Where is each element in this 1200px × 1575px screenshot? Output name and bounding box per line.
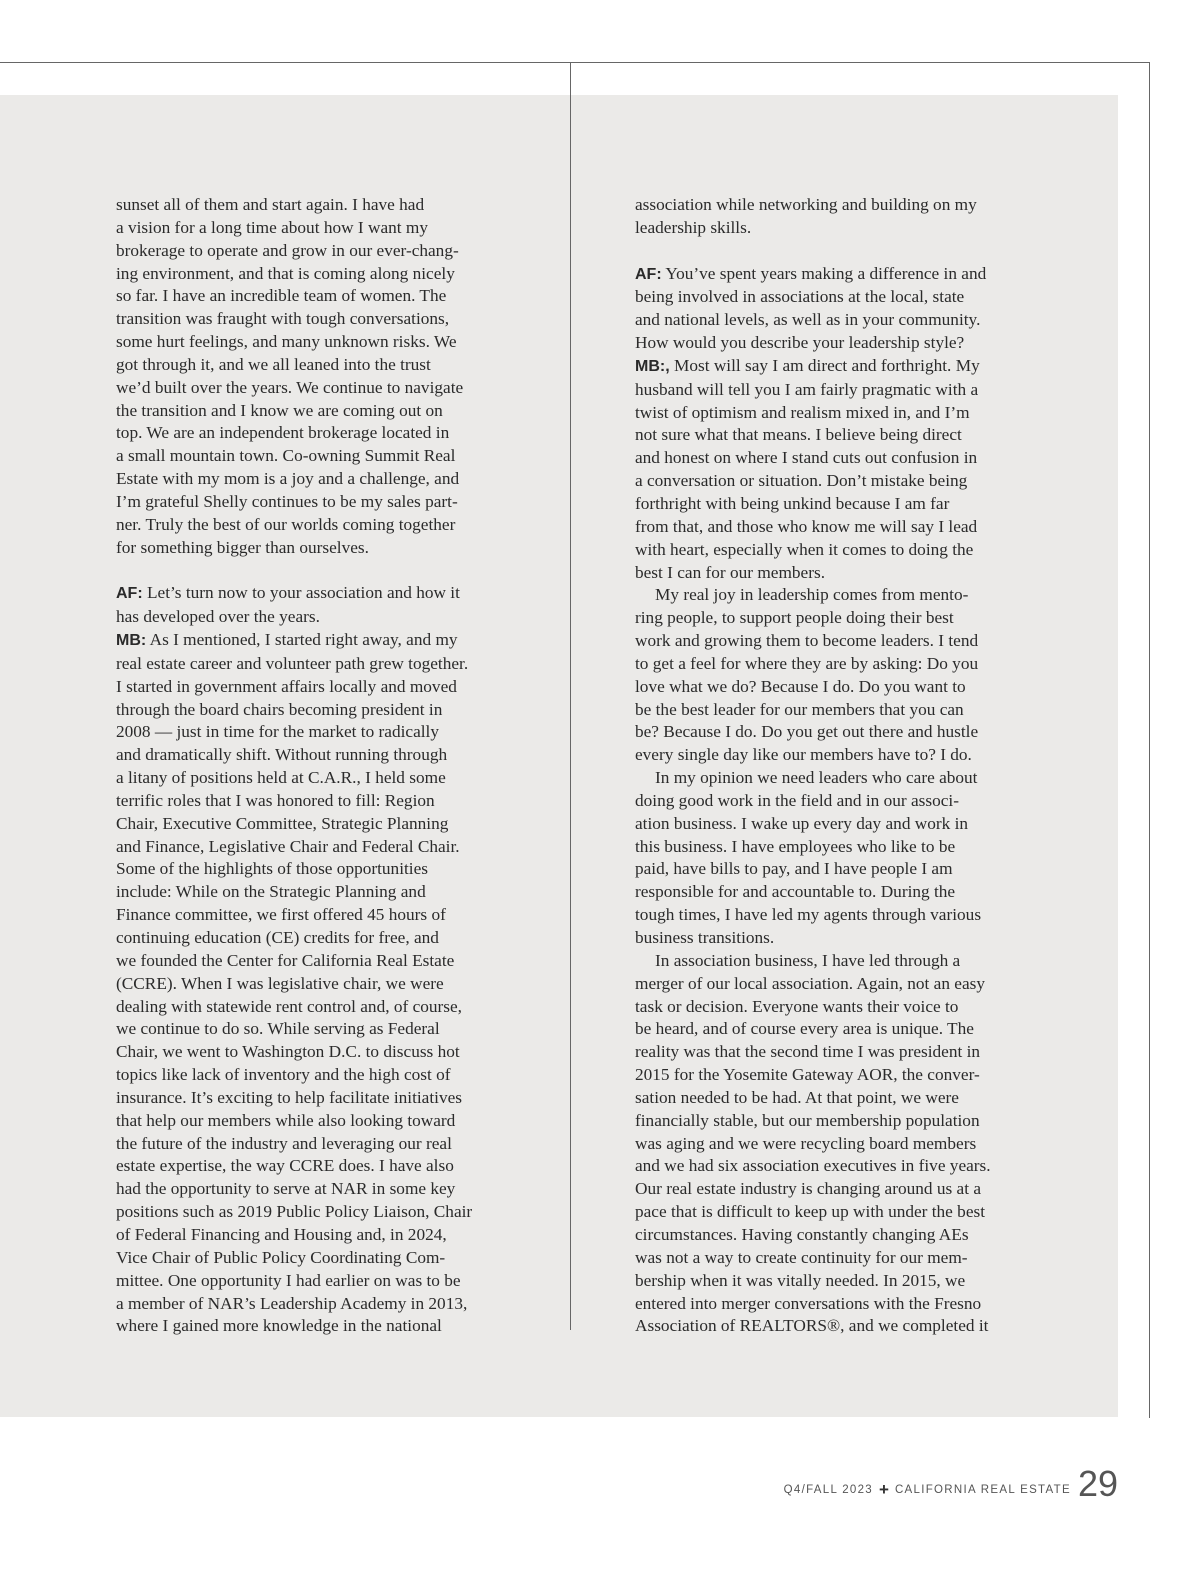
line-text: a vision for a long time about how I want my: [116, 217, 428, 237]
text-line: [635, 904, 1015, 927]
line-text: task or decision. Everyone wants their voice to: [635, 996, 959, 1016]
line-text: a member of NAR’s Leadership Academy in 2013,: [116, 1293, 468, 1313]
line-text: to get a feel for where they are by asking: Do you: [635, 653, 979, 673]
text-line: [635, 584, 1015, 607]
text-line: [116, 973, 498, 996]
line-text: and dramatically shift. Without running through: [116, 745, 448, 765]
line-text: mittee. One opportunity I had earlier on was to be: [116, 1270, 461, 1290]
text-line: [635, 263, 1015, 287]
text-line: [116, 240, 498, 263]
text-line: [635, 1064, 1015, 1087]
text-line: [116, 904, 498, 927]
text-line: [116, 653, 498, 676]
line-text: pace that is difficult to keep up with under the best: [635, 1202, 986, 1222]
text-line: [116, 377, 498, 400]
line-text: terrific roles that I was honored to fill: Region: [116, 790, 435, 810]
line-text: 2015 for the Yosemite Gateway AOR, the conver-: [635, 1065, 980, 1085]
line-text: insurance. It’s exciting to help facilitate initiatives: [116, 1087, 462, 1107]
line-text: continuing education (CE) credits for free, and: [116, 928, 439, 947]
line-text: where I gained more knowledge in the national: [116, 1316, 442, 1336]
line-text: ner. Truly the best of our worlds coming together: [116, 514, 456, 534]
text-line: [116, 445, 498, 468]
line-text: circumstances. Having constantly changing AEs: [635, 1224, 969, 1244]
text-line: [635, 1270, 1015, 1293]
text-line: [635, 516, 1015, 539]
text-line: [116, 881, 498, 904]
footer-issue: Q4/FALL 2023: [783, 1484, 873, 1496]
line-text: a conversation or situation. Don’t mistake being: [635, 471, 968, 491]
speaker-label: MB:,: [635, 357, 670, 375]
line-text: every single day like our members have to? I do.: [635, 745, 972, 765]
line-text: Chair, Executive Committee, Strategic Planning: [116, 813, 449, 833]
line-text: include: While on the Strategic Planning and: [116, 882, 426, 902]
text-line: [116, 1270, 498, 1293]
text-line: [635, 379, 1015, 402]
text-line: [116, 194, 498, 217]
text-line: [635, 973, 1015, 996]
line-text: My real joy in leadership comes from mento-: [655, 585, 969, 605]
line-text: work and growing them to become leaders. I tend: [635, 631, 979, 651]
top-rule: [0, 62, 1150, 63]
text-line: [116, 560, 498, 583]
text-line: [635, 1018, 1015, 1041]
line-text: has developed over the years.: [116, 607, 320, 627]
line-text: merger of our local association. Again, not an easy: [635, 973, 986, 993]
text-line: [635, 470, 1015, 493]
text-line: [116, 537, 498, 560]
line-text: In my opinion we need leaders who care about: [655, 768, 978, 788]
line-text: some hurt feelings, and many unknown risks. We: [116, 332, 457, 352]
text-line: [116, 1110, 498, 1133]
line-text: paid, have bills to pay, and I have people I am: [635, 859, 953, 879]
line-text: that help our members while also looking toward: [116, 1110, 456, 1130]
text-line: [635, 767, 1015, 790]
line-text: Association of REALTORS®, and we completed it: [635, 1316, 989, 1336]
text-line: [635, 1133, 1015, 1156]
right-column: [635, 194, 1015, 1344]
line-text: Our real estate industry is changing around us at a: [635, 1179, 982, 1199]
text-line: [635, 1247, 1015, 1270]
line-text: best I can for our members.: [635, 562, 826, 582]
line-text: so far. I have an incredible team of women. The: [116, 286, 447, 306]
text-line: [116, 790, 498, 813]
line-text: and Finance, Legislative Chair and Federal Chair.: [116, 836, 460, 856]
line-text: 2008 — just in time for the market to radically: [116, 722, 439, 742]
text-line: [116, 1293, 498, 1316]
line-text: ation business. I wake up every day and work in: [635, 813, 969, 833]
line-text: In association business, I have led through a: [655, 950, 961, 970]
text-line: [635, 881, 1015, 904]
line-text: we’d built over the years. We continue to navigate: [116, 377, 464, 397]
text-line: [116, 836, 498, 859]
line-text: association while networking and building on my: [635, 195, 977, 214]
text-line: [116, 858, 498, 881]
text-line: [635, 539, 1015, 562]
text-line: [116, 744, 498, 767]
line-text: and honest on where I stand cuts out confusion in: [635, 448, 978, 468]
line-text: we continue to do so. While serving as Federal: [116, 1019, 440, 1039]
line-text: financially stable, but our membership population: [635, 1110, 980, 1130]
text-line: [635, 1201, 1015, 1224]
text-line: [116, 699, 498, 722]
line-text: of Federal Financing and Housing and, in 2024,: [116, 1224, 447, 1244]
text-line: [635, 721, 1015, 744]
text-line: [635, 813, 1015, 836]
text-line: [635, 927, 1015, 950]
line-text: be the best leader for our members that you can: [635, 699, 964, 719]
text-line: [116, 217, 498, 240]
line-text: bership when it was vitally needed. In 2015, we: [635, 1270, 966, 1290]
column-divider: [570, 62, 571, 1330]
text-line: [635, 286, 1015, 309]
line-text: Chair, we went to Washington D.C. to discuss hot: [116, 1042, 460, 1062]
line-text: Let’s turn now to your association and how it: [142, 583, 460, 603]
text-line: [635, 950, 1015, 973]
line-text: topics like lack of inventory and the high cost of: [116, 1065, 451, 1085]
text-line: [116, 1155, 498, 1178]
line-text: be? Because I do. Do you get out there and hustle: [635, 722, 979, 742]
text-line: [116, 285, 498, 308]
text-line: [635, 447, 1015, 470]
text-line: [116, 1087, 498, 1110]
line-text: for something bigger than ourselves.: [116, 537, 369, 557]
text-line: [116, 1247, 498, 1270]
text-line: [116, 491, 498, 514]
line-text: Vice Chair of Public Policy Coordinating Com-: [116, 1247, 446, 1267]
line-text: husband will tell you I am fairly pragmatic with a: [635, 379, 979, 399]
text-line: [116, 1018, 498, 1041]
line-text: and national levels, as well as in your community.: [635, 310, 981, 330]
line-text: was aging and we were recycling board members: [635, 1133, 977, 1153]
text-line: [635, 424, 1015, 447]
line-text: was not a way to create continuity for our mem-: [635, 1247, 968, 1267]
text-line: [635, 332, 1015, 355]
text-line: [116, 331, 498, 354]
text-line: [635, 1041, 1015, 1064]
line-text: the future of the industry and leveraging our real: [116, 1133, 452, 1153]
left-column: [116, 194, 498, 1344]
line-text: I’m grateful Shelly continues to be my sales part-: [116, 491, 458, 511]
line-text: had the opportunity to serve at NAR in some key: [116, 1179, 456, 1199]
line-text: love what we do? Because I do. Do you want to: [635, 676, 966, 696]
footer-publication: CALIFORNIA REAL ESTATE: [894, 1484, 1071, 1496]
text-line: [635, 836, 1015, 859]
text-line: [635, 1224, 1015, 1247]
text-line: [116, 308, 498, 331]
line-text: transition was fraught with tough conversations,: [116, 309, 450, 329]
text-line: [635, 562, 1015, 585]
line-text: sunset all of them and start again. I have had: [116, 195, 425, 214]
line-text: Most will say I am direct and forthright. My: [669, 355, 980, 375]
line-text: reality was that the second time I was president in: [635, 1042, 981, 1062]
text-line: [116, 996, 498, 1019]
text-line: [635, 607, 1015, 630]
line-text: (CCRE). When I was legislative chair, we were: [116, 973, 444, 993]
text-line: [635, 630, 1015, 653]
line-text: this business. I have employees who like to be: [635, 836, 956, 856]
speaker-label: AF:: [116, 585, 143, 603]
text-line: [116, 721, 498, 744]
line-text: As I mentioned, I started right away, and my: [146, 630, 458, 650]
line-text: through the board chairs becoming president in: [116, 699, 443, 719]
text-line: [635, 309, 1015, 332]
text-line: [635, 355, 1015, 379]
line-text: ing environment, and that is coming along nicely: [116, 263, 455, 283]
line-text: brokerage to operate and grow in our ever-chang-: [116, 240, 459, 260]
text-line: [116, 767, 498, 790]
text-line: [635, 1315, 1015, 1338]
text-line: [635, 240, 1015, 263]
text-line: [635, 1110, 1015, 1133]
text-line: [116, 1224, 498, 1247]
line-text: twist of optimism and realism mixed in, and I’m: [635, 402, 970, 422]
line-text: top. We are an independent brokerage located in: [116, 423, 450, 443]
line-text: forthright with being unkind because I am far: [635, 493, 950, 513]
speaker-label: AF:: [635, 265, 662, 283]
text-line: [635, 1155, 1015, 1178]
line-text: ring people, to support people doing their best: [635, 608, 954, 628]
text-line: [116, 1178, 498, 1201]
text-line: [635, 1178, 1015, 1201]
text-line: [635, 653, 1015, 676]
line-text: being involved in associations at the local, state: [635, 287, 965, 307]
line-text: doing good work in the field and in our associ-: [635, 790, 959, 810]
speaker-label: MB:: [116, 632, 147, 650]
text-line: [635, 402, 1015, 425]
text-line: [116, 629, 498, 653]
text-line: [116, 514, 498, 537]
text-line: [116, 950, 498, 973]
text-line: [635, 744, 1015, 767]
line-text: Estate with my mom is a joy and a challenge, and: [116, 469, 460, 489]
line-text: not sure what that means. I believe being direct: [635, 425, 962, 445]
text-line: [116, 400, 498, 423]
text-line: [635, 699, 1015, 722]
text-line: [635, 996, 1015, 1019]
text-line: [635, 676, 1015, 699]
text-line: [116, 354, 498, 377]
text-line: [116, 263, 498, 286]
line-text: tough times, I have led my agents through various: [635, 905, 982, 925]
line-text: with heart, especially when it comes to doing the: [635, 539, 974, 559]
text-line: [635, 858, 1015, 881]
text-line: [635, 194, 1015, 217]
text-line: [116, 676, 498, 699]
line-text: the transition and I know we are coming out on: [116, 400, 443, 420]
line-text: entered into merger conversations with the Fresno: [635, 1293, 982, 1313]
line-text: How would you describe your leadership style?: [635, 333, 965, 353]
text-line: [635, 1087, 1015, 1110]
text-line: [116, 927, 498, 950]
line-text: from that, and those who know me will say I lead: [635, 516, 978, 536]
text-line: [116, 468, 498, 491]
line-text: business transitions.: [635, 928, 775, 947]
text-line: [116, 422, 498, 445]
text-line: [116, 582, 498, 606]
line-text: Some of the highlights of those opportunities: [116, 859, 428, 879]
text-line: [116, 1041, 498, 1064]
line-text: estate expertise, the way CCRE does. I have also: [116, 1156, 454, 1176]
line-text: leadership skills.: [635, 217, 752, 237]
footer-separator: +: [879, 1480, 889, 1499]
line-text: I started in government affairs locally and moved: [116, 676, 457, 696]
line-text: be heard, and of course every area is unique. The: [635, 1019, 974, 1039]
text-line: [635, 1293, 1015, 1316]
right-rule: [1149, 62, 1150, 1418]
text-line: [116, 1315, 498, 1338]
text-line: [116, 606, 498, 629]
line-text: You’ve spent years making a difference in and: [661, 263, 987, 283]
text-line: [635, 217, 1015, 240]
text-line: [635, 493, 1015, 516]
line-text: Finance committee, we first offered 45 hours of: [116, 905, 446, 925]
line-text: positions such as 2019 Public Policy Liaison, Chair: [116, 1202, 473, 1222]
text-line: [116, 1133, 498, 1156]
page-number: 29: [1077, 1463, 1118, 1504]
line-text: and we had six association executives in five years.: [635, 1156, 991, 1176]
line-text: real estate career and volunteer path grew together.: [116, 653, 469, 673]
line-text: responsible for and accountable to. During the: [635, 882, 956, 902]
line-text: sation needed to be had. At that point, we were: [635, 1087, 959, 1107]
text-line: [116, 1201, 498, 1224]
line-text: a small mountain town. Co-owning Summit Real: [116, 446, 456, 466]
text-line: [635, 790, 1015, 813]
line-text: we founded the Center for California Real Estate: [116, 950, 455, 970]
page-footer: [784, 1462, 1118, 1502]
line-text: got through it, and we all leaned into the trust: [116, 354, 431, 374]
text-line: [116, 1064, 498, 1087]
line-text: dealing with statewide rent control and, of course,: [116, 996, 462, 1016]
line-text: a litany of positions held at C.A.R., I held some: [116, 768, 446, 788]
text-line: [116, 813, 498, 836]
